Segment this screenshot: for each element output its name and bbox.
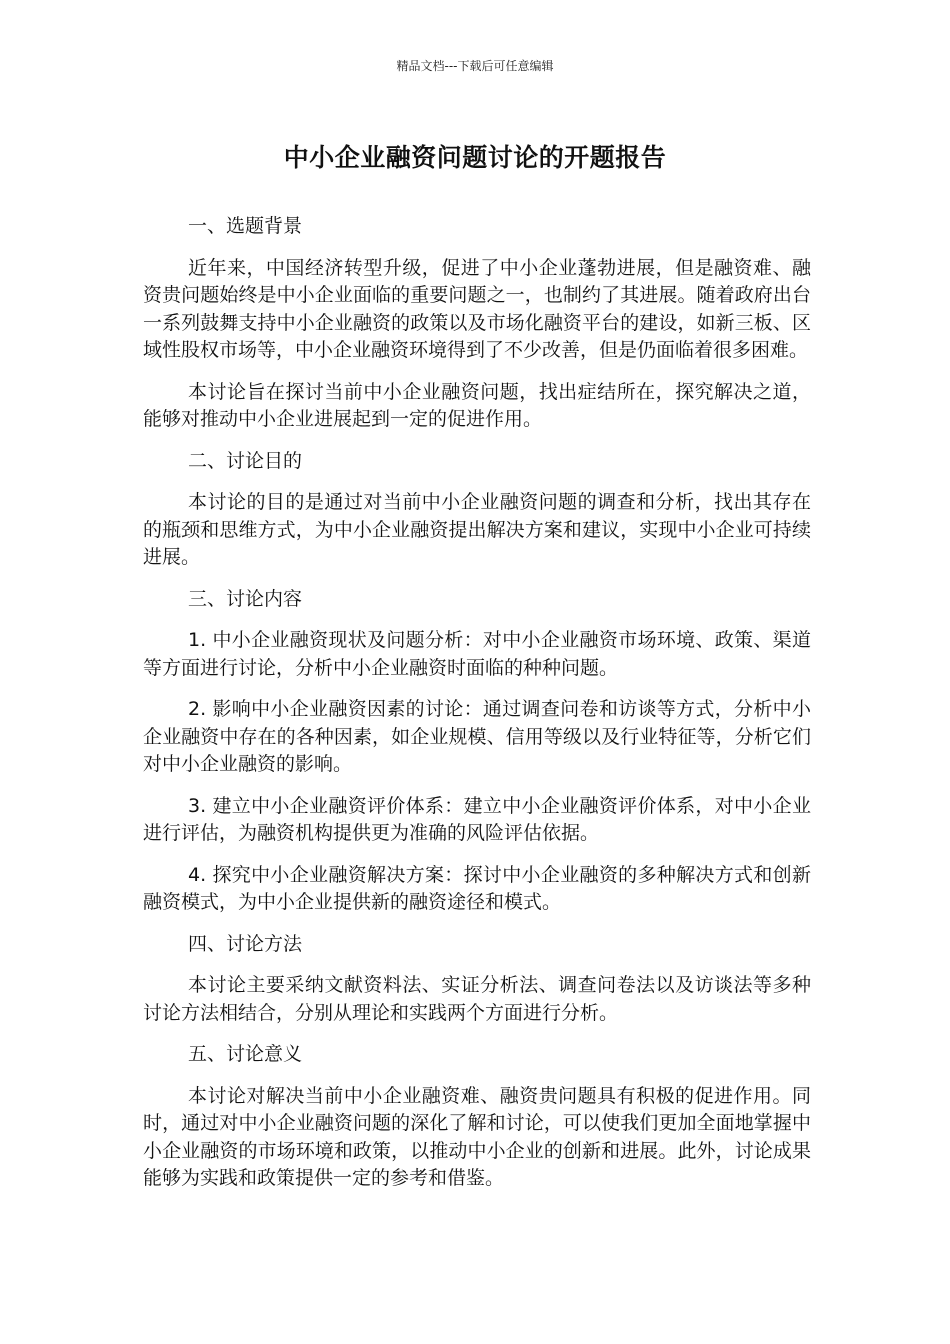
section-heading: 三、讨论内容 bbox=[188, 587, 303, 610]
section-heading: 二、讨论目的 bbox=[188, 449, 303, 472]
list-item: 1. 中小企业融资现状及问题分析：对中小企业融资市场环境、政策、渠道等方面进行讨论，分析中小企业融资时面临的种种问题。 bbox=[143, 629, 811, 679]
list-item: 3. 建立中小企业融资评价体系：建立中小企业融资评价体系，对中小企业进行评估，为融资机构提供更为准确的风险评估依据。 bbox=[143, 794, 811, 844]
document-body bbox=[143, 213, 811, 1207]
paragraph: 本讨论旨在探讨当前中小企业融资问题，找出症结所在，探究解决之道，能够对推动中小企业进展起到一定的促进作用。 bbox=[143, 380, 811, 430]
list-item: 2. 影响中小企业融资因素的讨论：通过调查问卷和访谈等方式，分析中小企业融资中存在的各种因素，如企业规模、信用等级以及行业特征等，分析它们对中小企业融资的影响。 bbox=[143, 698, 811, 775]
list-item: 4. 探究中小企业融资解决方案：探讨中小企业融资的多种解决方式和创新融资模式，为中小企业提供新的融资途径和模式。 bbox=[143, 863, 811, 913]
section-heading: 五、讨论意义 bbox=[188, 1043, 303, 1065]
paragraph: 本讨论对解决当前中小企业融资难、融资贵问题具有积极的促进作用。同时，通过对中小企业融资问题的深化了解和讨论，可以使我们更加全面地掌握中小企业融资的市场环境和政策，以推动中小企业的创新和进展。此外，讨论成果能够为实践和政策提供一定的参考和借鉴。 bbox=[143, 1084, 811, 1189]
page-header-note: 精品文档---下载后可任意编辑 bbox=[396, 59, 554, 73]
section-method bbox=[143, 931, 811, 1028]
section-heading: 四、讨论方法 bbox=[188, 932, 303, 955]
paragraph: 本讨论主要采纳文献资料法、实证分析法、调查问卷法以及访谈法等多种讨论方法相结合，分别从理论和实践两个方面进行分析。 bbox=[143, 974, 811, 1024]
section-significance bbox=[143, 1041, 811, 1193]
section-content bbox=[143, 586, 811, 917]
document-title: 中小企业融资问题讨论的开题报告 bbox=[283, 143, 667, 172]
section-purpose bbox=[143, 448, 811, 572]
section-heading: 一、选题背景 bbox=[188, 215, 303, 237]
section-background bbox=[143, 213, 811, 434]
paragraph: 本讨论的目的是通过对当前中小企业融资问题的调查和分析，找出其存在的瓶颈和思维方式，为中小企业融资提出解决方案和建议，实现中小企业可持续进展。 bbox=[143, 491, 811, 568]
paragraph: 近年来，中国经济转型升级，促进了中小企业蓬勃进展，但是融资难、融资贵问题始终是中小企业面临的重要问题之一，也制约了其进展。随着政府出台一系列鼓舞支持中小企业融资的政策以及市场化融资平台的建设，如新三板、区域性股权市场等，中小企业融资环境得到了不少改善，但是仍面临着很多困难。 bbox=[143, 256, 811, 361]
